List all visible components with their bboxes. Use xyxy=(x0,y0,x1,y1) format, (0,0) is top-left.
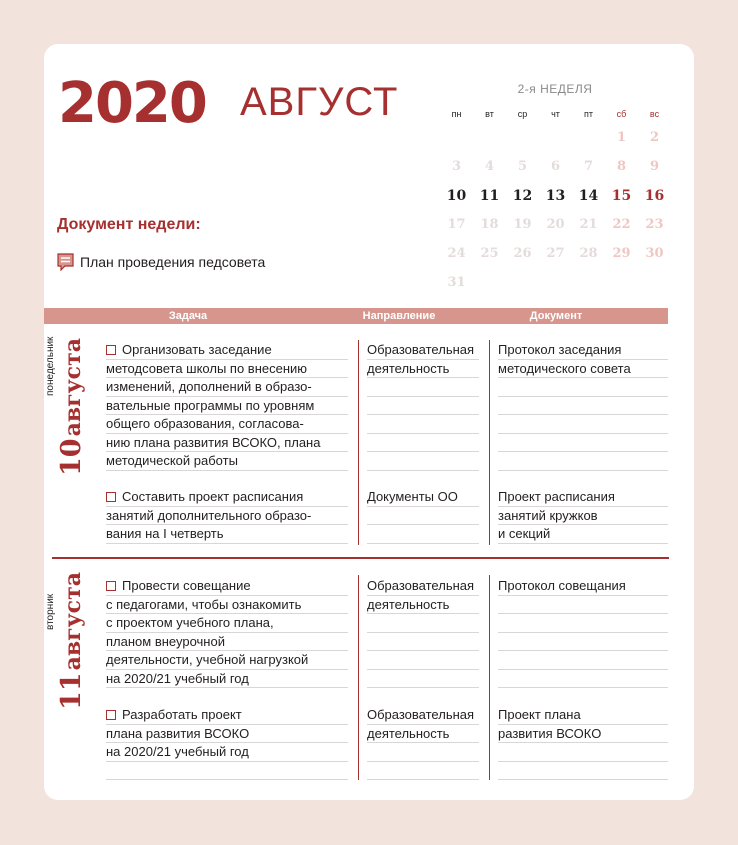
document-cell xyxy=(498,488,668,544)
document-line: Проект плана xyxy=(498,706,668,725)
calendar-weekday: пт xyxy=(584,109,593,119)
calendar-day[interactable]: 9 xyxy=(649,159,660,174)
calendar-day[interactable]: 15 xyxy=(611,187,632,204)
week-label: 2-я НЕДЕЛЯ xyxy=(517,82,593,96)
document-of-week-label: План проведения педсовета xyxy=(80,254,266,270)
checkbox[interactable] xyxy=(106,581,116,591)
direction-line: деятельность xyxy=(367,725,479,744)
calendar-week-row xyxy=(440,239,671,268)
task-line: деятельности, учебной нагрузкой xyxy=(106,651,348,670)
day-number: 11 xyxy=(56,672,87,710)
document-cell xyxy=(498,706,668,780)
calendar-day[interactable]: 14 xyxy=(578,187,599,204)
table-header xyxy=(44,308,668,324)
document-line: Проект расписания xyxy=(498,488,668,507)
calendar-weekday: ср xyxy=(517,109,528,119)
mini-calendar xyxy=(440,105,671,297)
header-task: Задача xyxy=(168,310,208,322)
checkbox[interactable] xyxy=(106,345,116,355)
document-line: Протокол совещания xyxy=(498,577,668,596)
day-month: августа xyxy=(60,572,86,671)
calendar-day[interactable]: 5 xyxy=(517,159,528,174)
calendar-day[interactable]: 19 xyxy=(513,217,532,232)
calendar-day[interactable]: 27 xyxy=(546,246,565,261)
task-line: общего образования, согласова- xyxy=(106,415,348,434)
column-divider xyxy=(489,575,490,780)
calendar-weekday: чт xyxy=(551,109,560,119)
column-divider xyxy=(489,340,490,545)
task-line: планом внеурочной xyxy=(106,633,348,652)
day-label-monday xyxy=(45,336,87,476)
year-title: 2020 xyxy=(58,71,206,136)
calendar-day[interactable]: 31 xyxy=(447,275,466,290)
task-line: с педагогами, чтобы ознакомить xyxy=(106,596,348,615)
calendar-week-row xyxy=(440,181,671,210)
task-line: методсовета школы по внесению xyxy=(106,360,348,379)
day-weekday: понедельник xyxy=(45,336,56,396)
calendar-day[interactable]: 28 xyxy=(579,246,598,261)
direction-cell xyxy=(367,577,479,688)
calendar-week-row xyxy=(440,268,671,297)
calendar-week-row xyxy=(440,152,671,181)
calendar-day[interactable]: 8 xyxy=(616,159,627,174)
direction-line: деятельность xyxy=(367,596,479,615)
document-line: и секций xyxy=(498,525,668,544)
task-line[interactable]: Составить проект расписания xyxy=(106,488,348,507)
task-list xyxy=(106,577,348,688)
calendar-week-row xyxy=(440,123,671,152)
checkbox[interactable] xyxy=(106,710,116,720)
checkbox[interactable] xyxy=(106,492,116,502)
task-line: вания на I четверть xyxy=(106,525,348,544)
task-list xyxy=(106,706,348,780)
header-direction: Направление xyxy=(362,310,436,322)
calendar-weekday: вт xyxy=(485,109,494,119)
document-of-week-title: Документ недели: xyxy=(57,216,201,233)
calendar-day[interactable]: 11 xyxy=(479,187,500,204)
direction-line: Образовательная xyxy=(367,341,479,360)
calendar-weekday: вс xyxy=(649,109,660,119)
document-icon xyxy=(57,253,74,271)
calendar-day[interactable]: 13 xyxy=(545,187,566,204)
task-line: на 2020/21 учебный год xyxy=(106,743,348,762)
calendar-day[interactable]: 24 xyxy=(447,246,466,261)
calendar-day[interactable]: 22 xyxy=(612,217,631,232)
direction-line: деятельность xyxy=(367,360,479,379)
calendar-day[interactable]: 12 xyxy=(512,187,533,204)
calendar-day[interactable]: 2 xyxy=(649,130,660,145)
document-line: методического совета xyxy=(498,360,668,379)
task-line[interactable]: Провести совещание xyxy=(106,577,348,596)
calendar-day[interactable]: 23 xyxy=(645,217,664,232)
calendar-weekday: сб xyxy=(616,109,627,119)
document-line: занятий кружков xyxy=(498,507,668,526)
calendar-day[interactable]: 17 xyxy=(447,217,466,232)
month-title: АВГУСТ xyxy=(240,80,399,124)
direction-cell xyxy=(367,706,479,780)
task-line: плана развития ВСОКО xyxy=(106,725,348,744)
direction-line: Образовательная xyxy=(367,706,479,725)
day-month: августа xyxy=(60,338,86,437)
calendar-day[interactable]: 21 xyxy=(579,217,598,232)
direction-cell xyxy=(367,488,479,544)
calendar-day[interactable]: 25 xyxy=(480,246,499,261)
task-list xyxy=(106,341,348,471)
calendar-day[interactable]: 3 xyxy=(451,159,462,174)
calendar-day[interactable]: 30 xyxy=(645,246,664,261)
direction-line: Образовательная xyxy=(367,577,479,596)
day-divider xyxy=(52,557,669,559)
calendar-weekday-row xyxy=(440,105,671,123)
calendar-day[interactable]: 16 xyxy=(644,187,665,204)
document-of-week-item[interactable] xyxy=(57,253,265,271)
task-line[interactable]: Разработать проект xyxy=(106,706,348,725)
day-weekday: вторник xyxy=(45,593,56,630)
direction-cell xyxy=(367,341,479,471)
task-line: на 2020/21 учебный год xyxy=(106,670,348,689)
task-line: вательные программы по уровням xyxy=(106,397,348,416)
column-divider xyxy=(358,575,359,780)
task-line: занятий дополнительного образо- xyxy=(106,507,348,526)
calendar-week-row xyxy=(440,210,671,239)
column-divider xyxy=(358,340,359,545)
calendar-day[interactable]: 6 xyxy=(550,159,561,174)
task-line: методической работы xyxy=(106,452,348,471)
day-number: 10 xyxy=(56,438,87,476)
calendar-day[interactable]: 4 xyxy=(484,159,495,174)
task-line: изменений, дополнений в образо- xyxy=(106,378,348,397)
document-cell xyxy=(498,341,668,471)
calendar-day[interactable]: 18 xyxy=(480,217,499,232)
calendar-day[interactable]: 26 xyxy=(513,246,532,261)
calendar-weekday: пн xyxy=(451,109,462,119)
calendar-day[interactable]: 20 xyxy=(546,217,565,232)
task-line[interactable]: Организовать заседание xyxy=(106,341,348,360)
calendar-day[interactable]: 10 xyxy=(446,187,467,204)
task-line: нию плана развития ВСОКО, плана xyxy=(106,434,348,453)
document-line: развития ВСОКО xyxy=(498,725,668,744)
document-cell xyxy=(498,577,668,688)
task-line: с проектом учебного плана, xyxy=(106,614,348,633)
calendar-day[interactable]: 29 xyxy=(612,246,631,261)
direction-line: Документы ОО xyxy=(367,488,479,507)
calendar-day[interactable]: 7 xyxy=(583,159,594,174)
calendar-day[interactable]: 1 xyxy=(616,130,627,145)
day-label-tuesday xyxy=(45,572,87,710)
document-line: Протокол заседания xyxy=(498,341,668,360)
task-list xyxy=(106,488,348,544)
header-document: Документ xyxy=(529,310,583,322)
